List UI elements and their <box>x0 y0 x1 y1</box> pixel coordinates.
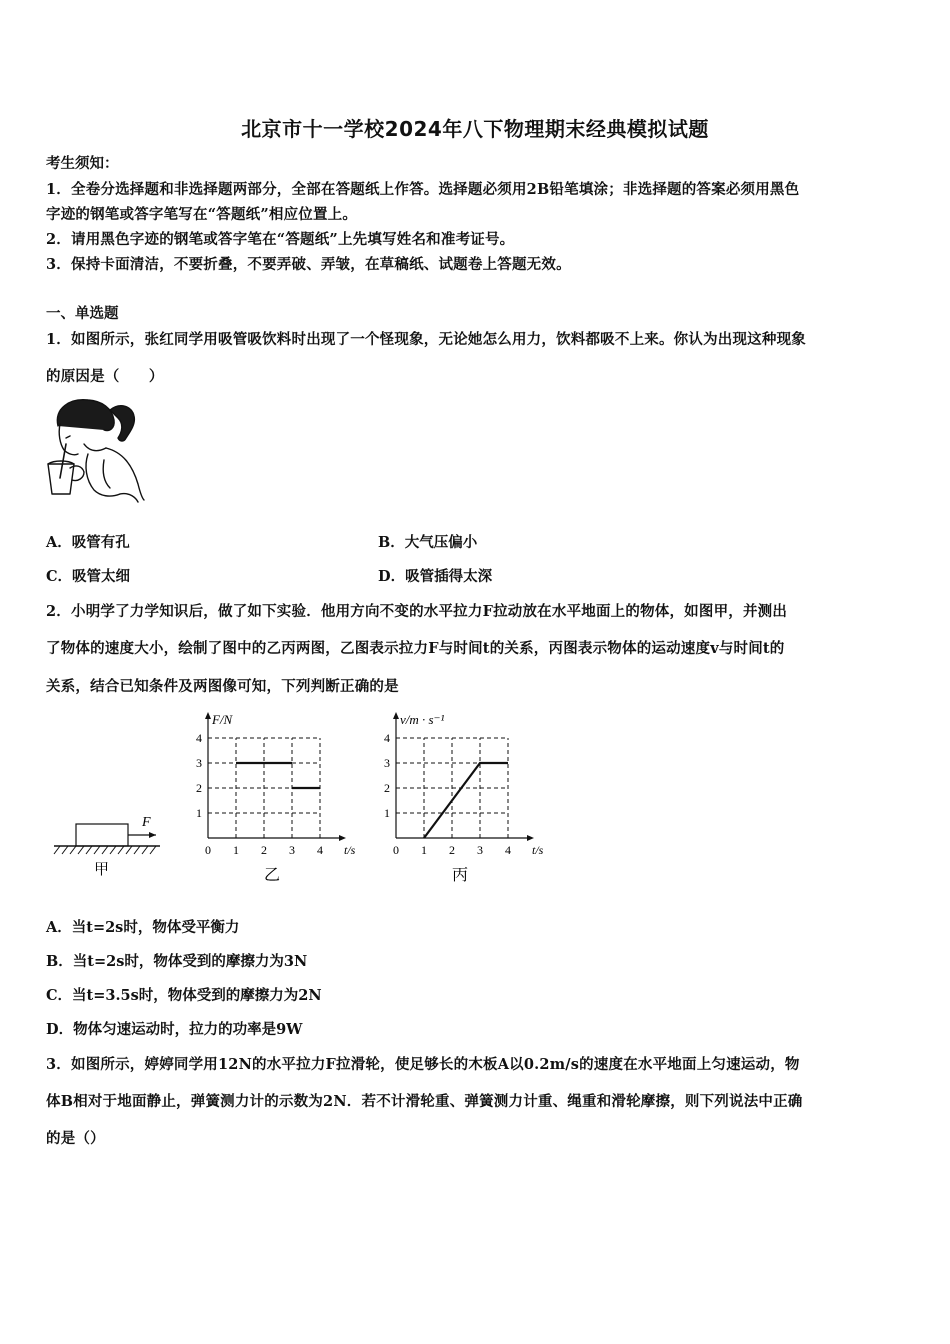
chart-bing-xtick-0: 0 <box>393 843 399 857</box>
chart-bing-xlabel: t/s <box>532 843 544 857</box>
q1-option-d[interactable]: D．吸管插得太深 <box>378 568 493 585</box>
notice-item-1-cont: 字迹的钢笔或答字笔写在“答题纸”相应位置上。 <box>46 206 358 223</box>
chart-bing-ytick-3: 3 <box>384 756 390 770</box>
fig-jia-block-diagram <box>50 808 170 880</box>
chart-bing-caption: 丙 <box>451 867 469 884</box>
chart-bing-ylabel: v/m · s⁻¹ <box>400 712 445 727</box>
chart-bing-labels <box>384 712 544 884</box>
q2-option-a[interactable]: A．当t=2s时，物体受平衡力 <box>46 919 240 936</box>
fig-jia-caption: 甲 <box>94 862 110 878</box>
chart-bing-ytick-2: 2 <box>384 781 390 795</box>
q1-option-b[interactable]: B．大气压偏小 <box>378 534 478 551</box>
notice-item-2: 2．请用黑色字迹的钢笔或答字笔在“答题纸”上先填写姓名和准考证号。 <box>46 231 515 248</box>
chart-yi-ytick-2: 2 <box>196 781 202 795</box>
chart-bing-ytick-4: 4 <box>384 731 390 745</box>
q2-option-b[interactable]: B．当t=2s时，物体受到的摩擦力为3N <box>46 953 308 970</box>
notice-item-1: 1．全卷分选择题和非选择题两部分，全部在答题纸上作答。选择题必须用2B铅笔填涂；非选择题的答案必须用黑色 <box>46 181 800 198</box>
ground-hatching <box>54 846 156 854</box>
chart-yi-xlabel: t/s <box>344 843 356 857</box>
q2-stem-line2: 了物体的速度大小，绘制了图中的乙丙两图，乙图表示拉力F与时间t的关系，丙图表示物体的运动速度v与时间t的 <box>46 640 785 657</box>
section-heading: 一、单选题 <box>46 305 119 322</box>
chart-yi-labels <box>196 712 356 884</box>
chart-yi-force-time <box>190 700 370 890</box>
chart-yi-xtick-2: 2 <box>261 843 267 857</box>
chart-yi-xtick-4: 4 <box>317 843 323 857</box>
chart-yi-ytick-3: 3 <box>196 756 202 770</box>
chart-yi-xtick-0: 0 <box>205 843 211 857</box>
q2-option-c[interactable]: C．当t=3.5s时，物体受到的摩擦力为2N <box>46 987 322 1004</box>
chart-yi-ylabel: F/N <box>212 712 233 727</box>
chart-yi-x-axis-arrow <box>339 835 346 841</box>
chart-yi-y-axis-arrow <box>205 712 211 719</box>
block <box>76 824 128 846</box>
notice-item-3: 3．保持卡面清洁，不要折叠，不要弄破、弄皱，在草稿纸、试题卷上答题无效。 <box>46 256 571 273</box>
chart-yi-xtick-1: 1 <box>233 843 239 857</box>
chart-bing-xtick-1: 1 <box>421 843 427 857</box>
chart-bing-y-axis-arrow <box>393 712 399 719</box>
chart-yi-ytick-4: 4 <box>196 731 202 745</box>
chart-yi-marks <box>236 763 320 788</box>
chart-bing-ytick-1: 1 <box>384 806 390 820</box>
chart-yi-axes <box>205 712 346 841</box>
notice-heading: 考生须知： <box>46 155 119 172</box>
chart-yi-xtick-3: 3 <box>289 843 295 857</box>
q3-stem-line3: 的是（） <box>46 1130 105 1147</box>
q2-stem-line3: 关系，结合已知条件及两图像可知，下列判断正确的是 <box>46 678 399 695</box>
chart-bing-xtick-3: 3 <box>477 843 483 857</box>
chart-bing-marks <box>424 763 508 838</box>
force-arrow-head <box>149 832 156 838</box>
page-title: 北京市十一学校2024年八下物理期末经典模拟试题 <box>241 117 709 141</box>
q1-stem-line2: 的原因是（ ） <box>46 368 164 385</box>
q3-stem-line2: 体B相对于地面静止，弹簧测力计的示数为2N．若不计滑轮重、弹簧测力计重、绳重和滑轮摩擦，则下列说法中正确 <box>46 1093 803 1110</box>
girl-drinking-illustration <box>44 394 148 504</box>
chart-yi-ytick-1: 1 <box>196 806 202 820</box>
q1-stem-line1: 1．如图所示，张红同学用吸管吸饮料时出现了一个怪现象，无论她怎么用力，饮料都吸不上来。你认为出现这种现象 <box>46 331 806 348</box>
chart-bing-axes <box>393 712 534 841</box>
chart-yi-caption: 乙 <box>263 867 281 884</box>
q1-option-c[interactable]: C．吸管太细 <box>46 568 131 585</box>
chart-bing-xtick-4: 4 <box>505 843 511 857</box>
q1-option-a[interactable]: A．吸管有孔 <box>46 534 130 551</box>
chart-bing-velocity-time <box>378 700 558 890</box>
force-label: F <box>142 815 151 830</box>
chart-bing-x-axis-arrow <box>527 835 534 841</box>
q2-option-d[interactable]: D．物体匀速运动时，拉力的功率是9W <box>46 1021 303 1038</box>
q2-stem-line1: 2．小明学了力学知识后，做了如下实验．他用方向不变的水平拉力F拉动放在水平地面上的物体，如图甲，并测出 <box>46 603 788 620</box>
chart-bing-grid <box>396 738 508 838</box>
q3-stem-line1: 3．如图所示，婷婷同学用12N的水平拉力F拉滑轮，使足够长的木板A以0.2m/s的速度在水平地面上匀速运动，物 <box>46 1056 800 1073</box>
chart-bing-xtick-2: 2 <box>449 843 455 857</box>
chart-bing-data-segment-1 <box>424 763 508 838</box>
